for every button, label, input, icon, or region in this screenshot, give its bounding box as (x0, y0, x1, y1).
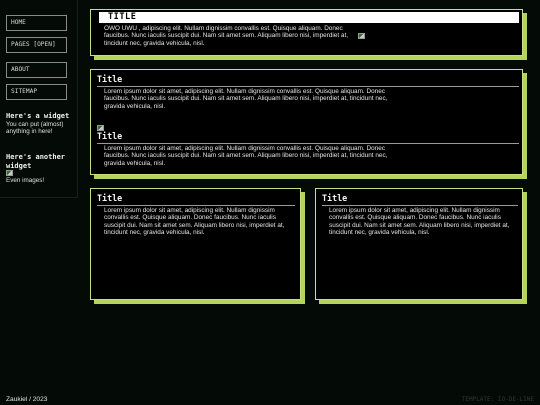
divider (97, 143, 519, 144)
widget-title: Here's another widget (6, 153, 66, 170)
divider (97, 205, 295, 206)
widget-2 (6, 153, 76, 185)
broken-image-icon (358, 33, 365, 39)
widget-1 (6, 112, 76, 136)
divider (322, 205, 518, 206)
section-text: Lorem ipsum dolor sit amet, adipiscing elit. Nullam dignissim convallis est. Quisque aliquam. Donec faucibus. Nunc iaculis suscipit dui. Nam sit amet sem. Aliquam libero nisi, imperdiet at, tincidunt nec, gravida vehicula, nisl. (104, 88, 388, 110)
header-card (90, 9, 523, 56)
section-title: Title (97, 131, 123, 141)
broken-image-icon (6, 170, 76, 177)
card-title: Title (322, 193, 348, 203)
section-title: Title (97, 74, 123, 84)
main-card (90, 69, 523, 175)
section-text: Lorem ipsum dolor sit amet, adipiscing elit. Nullam dignissim convallis est. Quisque aliquam. Donec faucibus. Nunc iaculis suscipit dui. Nam sit amet sem. Aliquam libero nisi, imperdiet at, tincidunt nec, gravida vehicula, nisl. (104, 145, 388, 167)
card-left (90, 188, 301, 300)
divider (97, 86, 519, 87)
widget-title: Here's a widget (6, 112, 70, 120)
card-text: Lorem ipsum dolor sit amet, adipiscing elit. Nullam dignissim convallis est. Quisque aliquam. Donec faucibus. Nunc iaculis suscipit dui. Nam sit amet sem. Aliquam libero nisi, imperdiet at, tincidunt nec, gravida vehicula, nisl. (104, 207, 285, 237)
page-title: TITLE (99, 12, 519, 23)
widget-text: You can put (almost) anything in here! (6, 120, 64, 136)
footer-template-link[interactable]: TEMPLATE: IO-DE-LINE (461, 396, 534, 403)
nav-sitemap-button[interactable]: SITEMAP (6, 84, 67, 100)
card-title: Title (97, 193, 123, 203)
nav-pages-button[interactable]: PAGES [OPEN] (6, 37, 67, 53)
footer-credit: Zaukiel / 2023 (6, 396, 48, 403)
nav-about-button[interactable]: ABOUT (6, 62, 67, 78)
nav-home-button[interactable]: HOME (6, 15, 67, 31)
header-text: OWO UWU , adipiscing elit. Nullam dignissim convallis est. Quisque aliquam. Donec faucibus. Nunc iaculis suscipit dui. Nam sit amet sem. Aliquam libero nisi, imperdiet at, tincidunt nec, gravida vehicula, nisl. (104, 25, 349, 47)
widget-text: Even images! (6, 177, 45, 185)
sidebar (0, 0, 78, 198)
card-text: Lorem ipsum dolor sit amet, adipiscing elit. Nullam dignissim convallis est. Quisque aliquam. Donec faucibus. Nunc iaculis suscipit dui. Nam sit amet sem. Aliquam libero nisi, imperdiet at, tincidunt nec, gravida vehicula, nisl. (329, 207, 510, 237)
card-right (315, 188, 523, 300)
